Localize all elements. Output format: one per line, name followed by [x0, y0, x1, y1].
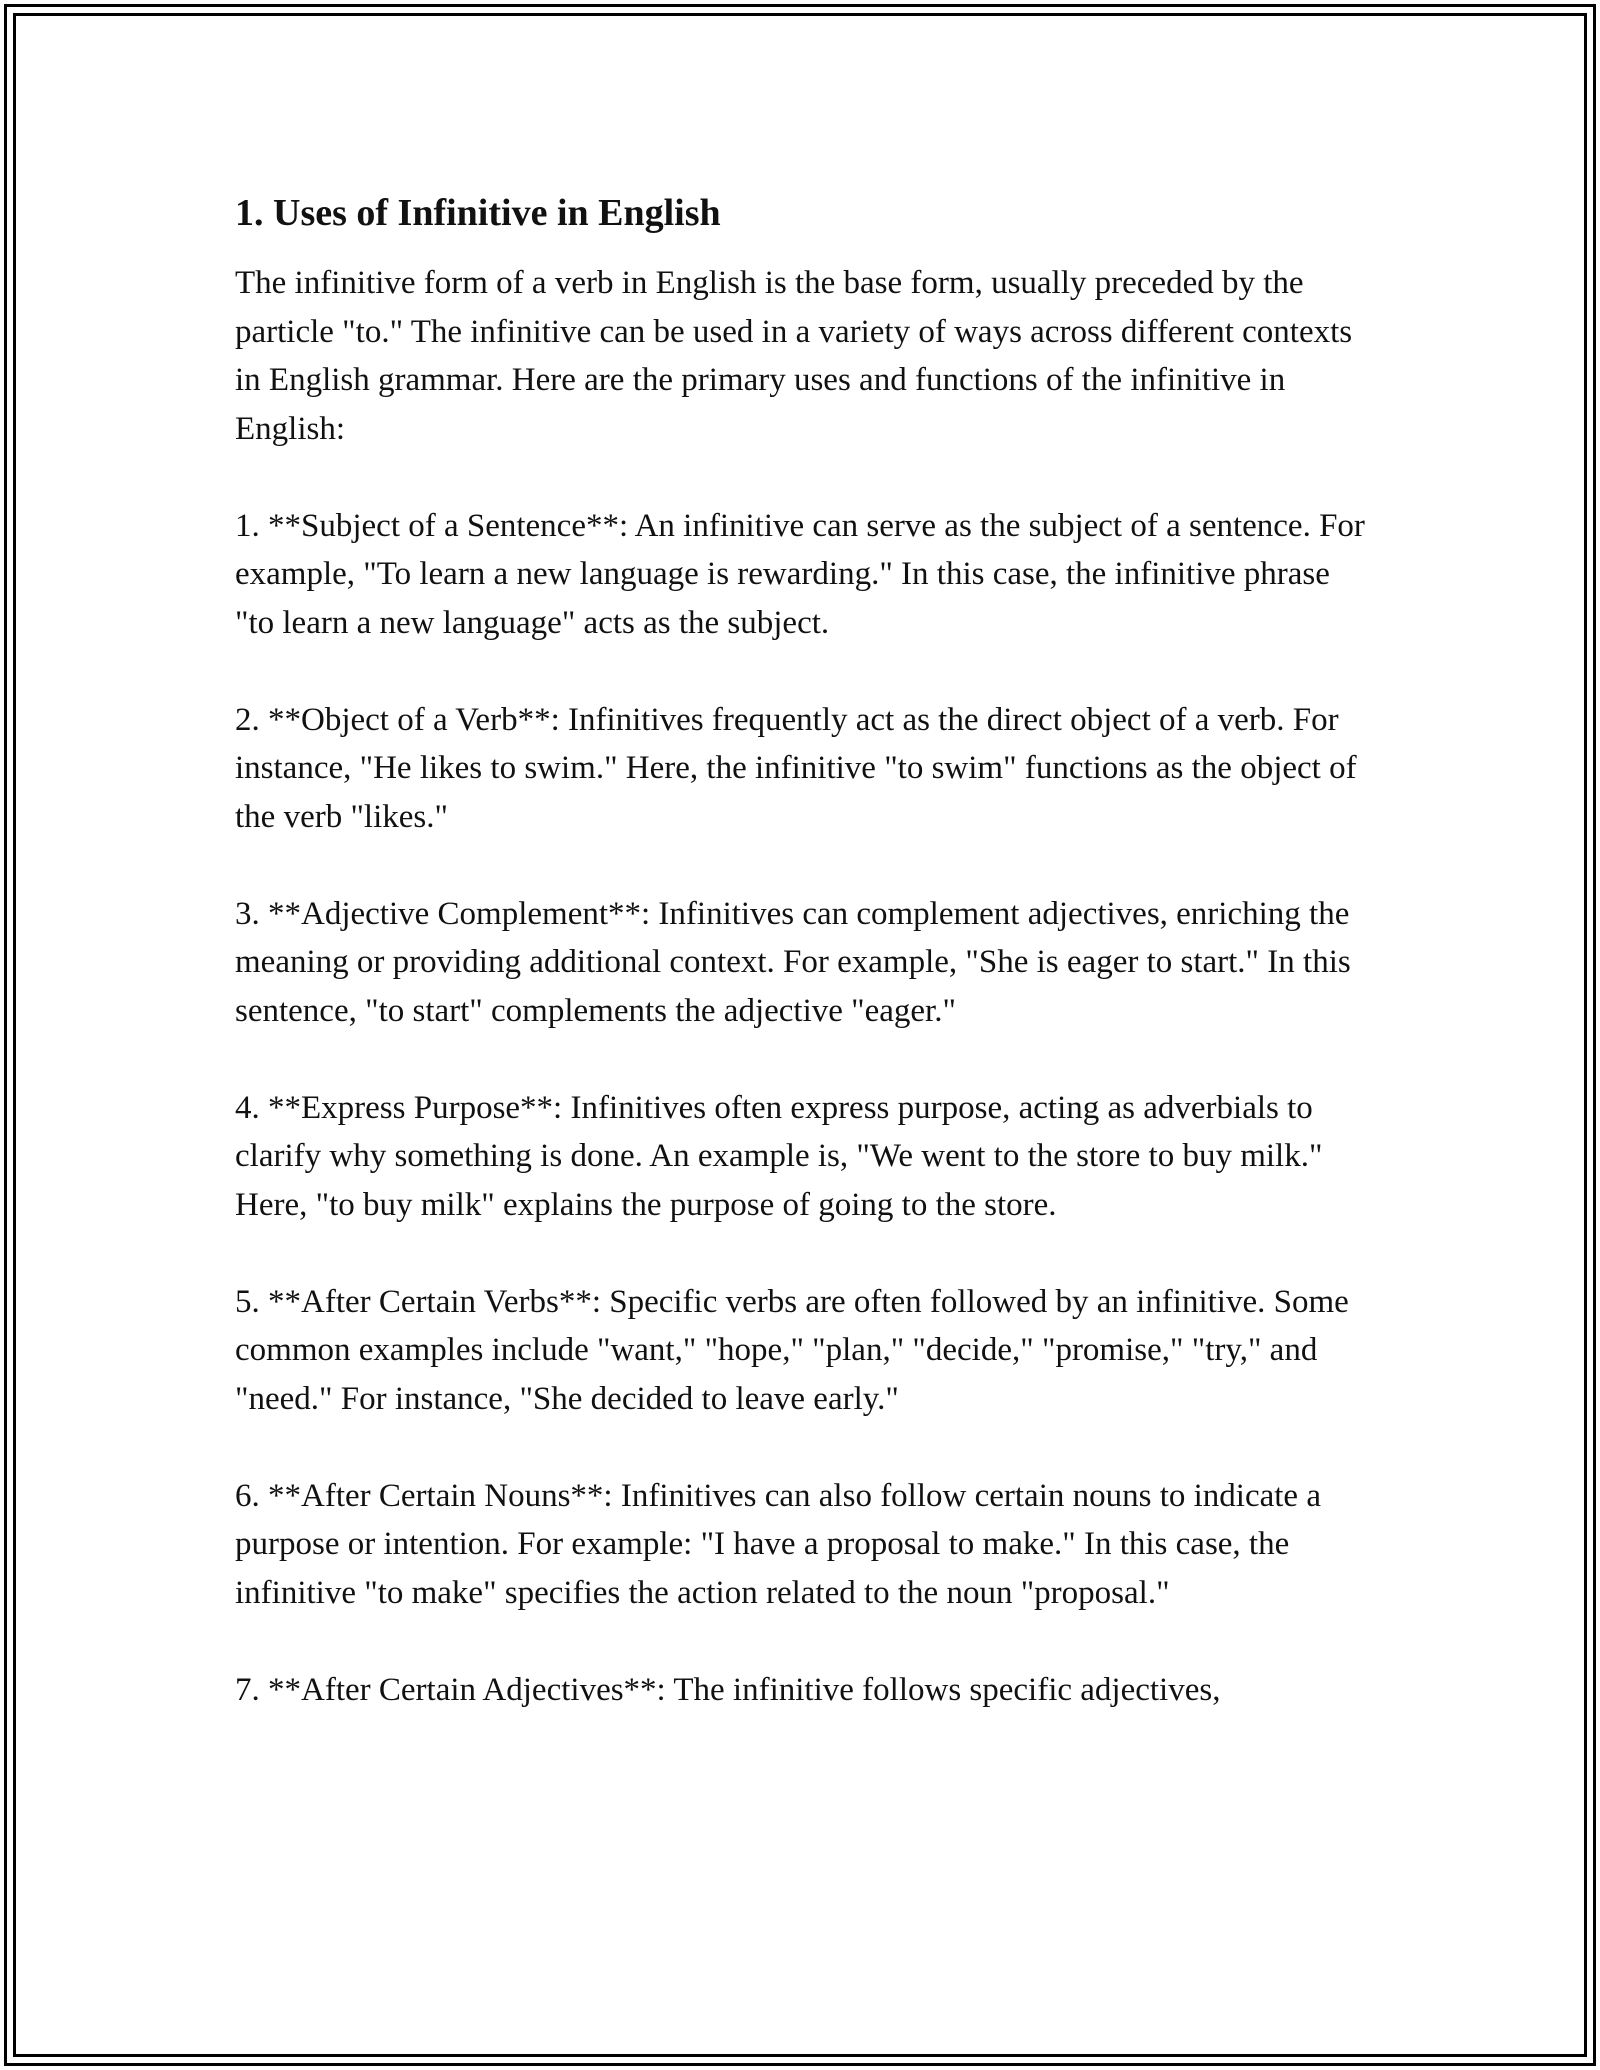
list-item-after-certain-verbs: 5. **After Certain Verbs**: Specific verbs are often followed by an infinitive. Some common examples include "want," "hope," "plan," "decide," "promise," "try," and "need." For instance, "She decided to leave early."	[235, 1283, 1349, 1417]
document-heading: 1. Uses of Infinitive in English	[235, 192, 721, 234]
document-body	[235, 185, 1370, 1763]
list-item-subject: 1. **Subject of a Sentence**: An infinitive can serve as the subject of a sentence. For example, "To learn a new language is rewarding." In this case, the infinitive phrase "to learn a new language" acts as the subject.	[235, 507, 1365, 641]
list-item-adjective-complement: 3. **Adjective Complement**: Infinitives can complement adjectives, enriching the meaning or providing additional context. For example, "She is eager to start." In this sentence, "to start" complements the adjective "eager."	[235, 895, 1351, 1029]
list-item-after-certain-adjectives: 7. **After Certain Adjectives**: The infinitive follows specific adjectives,	[235, 1671, 1221, 1708]
list-item-express-purpose: 4. **Express Purpose**: Infinitives often express purpose, acting as adverbials to clarify why something is done. An example is, "We went to the store to buy milk." Here, "to buy milk" explains the purpose of going to the store.	[235, 1089, 1323, 1223]
list-item-after-certain-nouns: 6. **After Certain Nouns**: Infinitives can also follow certain nouns to indicate a purpose or intention. For example: "I have a proposal to make." In this case, the infinitive "to make" specifies the action related to the noun "proposal."	[235, 1477, 1321, 1611]
list-item-object-of-verb: 2. **Object of a Verb**: Infinitives frequently act as the direct object of a verb. For instance, "He likes to swim." Here, the infinitive "to swim" functions as the object of the verb "likes."	[235, 701, 1357, 835]
intro-paragraph: The infinitive form of a verb in English is the base form, usually preceded by the particle "to." The infinitive can be used in a variety of ways across different contexts in English grammar. Here are the primary uses and functions of the infinitive in English:	[235, 265, 1353, 447]
